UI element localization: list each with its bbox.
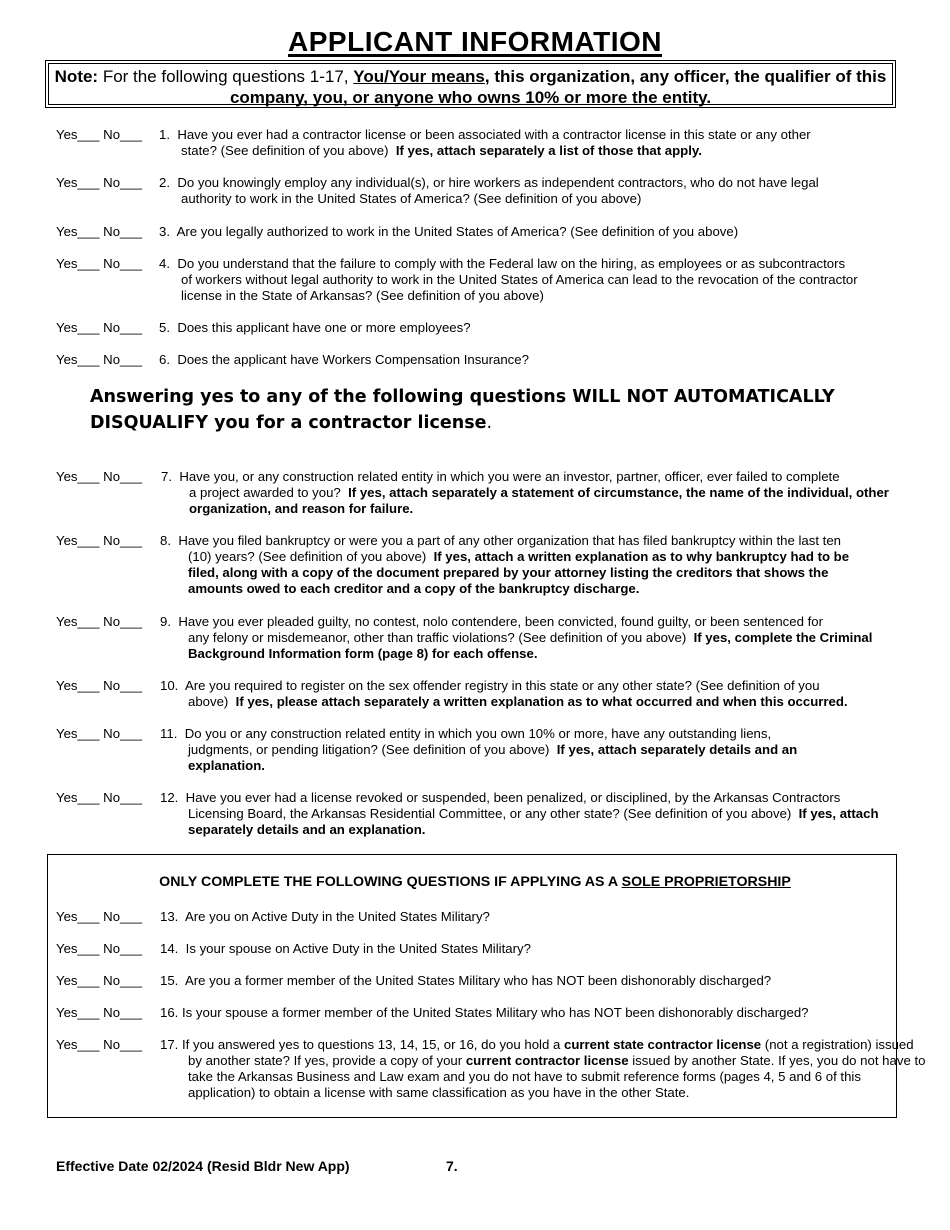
note-means: You/Your means xyxy=(353,67,485,86)
question-text: Are you legally authorized to work in the United States of America? (See definition of you above) xyxy=(176,224,739,239)
question-number: 6. xyxy=(159,352,170,367)
yes-no-blanks[interactable]: Yes___ No___ xyxy=(56,320,143,335)
disqualify-warning: Answering yes to any of the following questions WILL NOT AUTOMATICALLY DISQUALIFY you for a contractor license. xyxy=(90,387,835,433)
yes-no-blanks[interactable]: Yes___ No___ xyxy=(56,726,143,741)
question-number: 9. xyxy=(160,614,171,629)
page-title: APPLICANT INFORMATION xyxy=(288,26,662,57)
question-text: Have you ever had a contractor license or been associated with a contractor license in this state or any other xyxy=(177,127,811,142)
question-text: Do you knowingly employ any individual(s), or hire workers as independent contractors, who do not have legal xyxy=(177,175,819,190)
yes-no-blanks[interactable]: Yes___ No___ xyxy=(56,175,143,190)
question-text: Do you or any construction related entity in which you own 10% or more, have any outstanding liens, xyxy=(184,726,772,741)
question-text: Have you filed bankruptcy or were you a part of any other organization that has filed bankruptcy within the last ten xyxy=(178,533,842,548)
question-number: 8. xyxy=(160,533,171,548)
note-text-1: For the following questions 1-17, xyxy=(98,67,354,86)
yes-no-blanks[interactable]: Yes___ No___ xyxy=(56,790,143,805)
question-text: Have you, or any construction related entity in which you were an investor, partner, officer, ever failed to complete xyxy=(179,469,840,484)
question-text: Do you understand that the failure to comply with the Federal law on the hiring, as employees or as subcontractors xyxy=(177,256,846,271)
note-text-2: , this organization, any officer, the qualifier of this company, you, or anyone who owns 10% or more the entity. xyxy=(229,67,887,107)
yes-no-blanks[interactable]: Yes___ No___ xyxy=(56,469,143,484)
yes-no-blanks[interactable]: Yes___ No___ xyxy=(56,533,143,548)
question-number: 2. xyxy=(159,175,170,190)
question-text: Does the applicant have Workers Compensation Insurance? xyxy=(177,352,529,367)
question-number: 10. xyxy=(160,678,179,693)
question-number: 1. xyxy=(159,127,170,142)
question-number: 12. xyxy=(160,790,179,805)
note-label: Note: xyxy=(54,67,99,86)
yes-no-blanks[interactable]: Yes___ No___ xyxy=(56,941,143,956)
yes-no-blanks[interactable]: Yes___ No___ xyxy=(56,678,143,693)
yes-no-blanks[interactable]: Yes___ No___ xyxy=(56,1005,143,1020)
yes-no-blanks[interactable]: Yes___ No___ xyxy=(56,224,143,239)
yes-no-blanks[interactable]: Yes___ No___ xyxy=(56,973,143,988)
question-text: Have you ever pleaded guilty, no contest, nolo contendere, been convicted, found guilty, or been sentenced for xyxy=(178,614,823,629)
question-number: 11. xyxy=(160,726,178,741)
question-text: Have you ever had a license revoked or suspended, been penalized, or disciplined, by the Arkansas Contractors xyxy=(185,790,841,805)
yes-no-blanks[interactable]: Yes___ No___ xyxy=(56,352,143,367)
yes-no-blanks[interactable]: Yes___ No___ xyxy=(56,909,143,924)
footer xyxy=(56,1158,458,1174)
question-number: 4. xyxy=(159,256,170,271)
sole-proprietorship-title: ONLY COMPLETE THE FOLLOWING QUESTIONS IF APPLYING AS A SOLE PROPRIETORSHIP xyxy=(159,874,791,890)
yes-no-blanks[interactable]: Yes___ No___ xyxy=(56,256,143,271)
question-text: Are you required to register on the sex offender registry in this state or any other state? (See definition of you xyxy=(184,678,820,693)
question-number: 3. xyxy=(159,224,170,239)
yes-no-blanks[interactable]: Yes___ No___ xyxy=(56,1037,143,1052)
question-number: 7. xyxy=(161,469,172,484)
effective-date: Effective Date 02/2024 (Resid Bldr New App) xyxy=(56,1158,350,1174)
note-box xyxy=(45,60,896,108)
page-number: 7. xyxy=(446,1158,458,1174)
question-number: 5. xyxy=(159,320,170,335)
question-text: Does this applicant have one or more employees? xyxy=(177,320,471,335)
yes-no-blanks[interactable]: Yes___ No___ xyxy=(56,614,143,629)
yes-no-blanks[interactable]: Yes___ No___ xyxy=(56,127,143,142)
